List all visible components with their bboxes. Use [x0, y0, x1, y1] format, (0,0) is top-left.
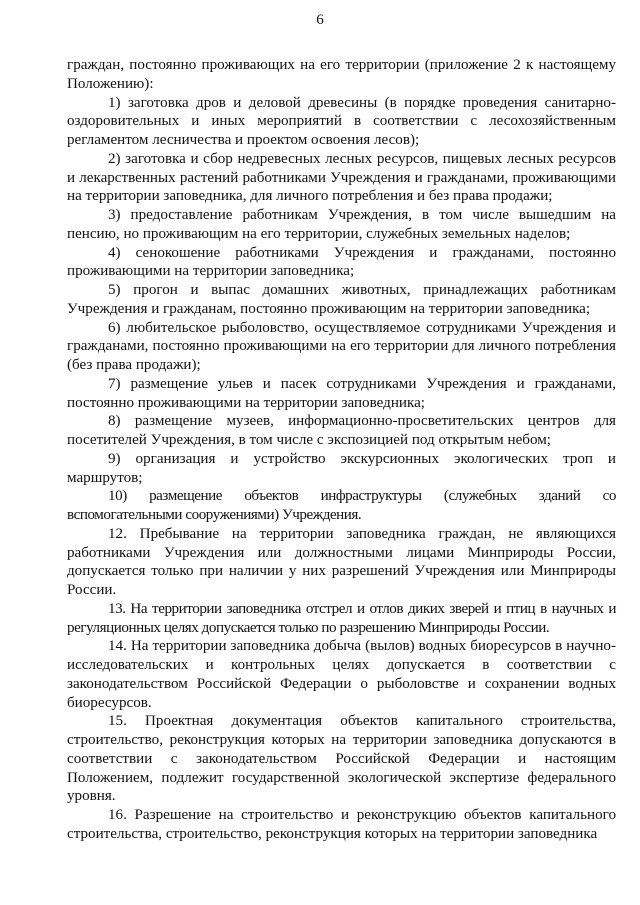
section-12: 12. Пребывание на территории заповедника граждан, не являющихся работниками Учреждения или должностными лицами Минприроды России, допускается только при наличии у них разрешений Учреждения или Минприроды России.	[67, 525, 616, 598]
list-item-5: 5) прогон и выпас домашних животных, принадлежащих работникам Учреждения и гражданам, постоянно проживающим на территории заповедника;	[67, 282, 616, 317]
list-item-6: 6) любительское рыболовство, осуществляемое сотрудниками Учреждения и гражданами, постоянно проживающими на его территории для личного потребления (без права продажи);	[67, 319, 616, 373]
list-item-4: 4) сенокошение работниками Учреждения и гражданами, постоянно проживающими на территории заповедника;	[67, 244, 616, 280]
list-item-1: 1) заготовка дров и деловой древесины (в порядке проведения санитарно-оздоровительных и иных мероприятий в соответствии с лесохозяйственным регламентом лесничества и проектом освоения лесов);	[67, 94, 616, 148]
section-16: 16. Разрешение на строительство и реконструкцию объектов капитального строительства, строительство, реконструкция которых на территории заповедника	[67, 807, 616, 842]
document-body	[67, 56, 616, 844]
page-number: 6	[316, 12, 324, 28]
paragraph: граждан, постоянно проживающих на его территории (приложение 2 к настоящему Положению):	[67, 57, 616, 92]
list-item-3: 3) предоставление работникам Учреждения, в том числе вышедшим на пенсию, но проживающим на его территории, служебных земельных наделов;	[67, 207, 616, 242]
list-item-2: 2) заготовка и сбор недревесных лесных ресурсов, пищевых лесных ресурсов и лекарственных растений работниками Учреждения и гражданами, проживающими на территории заповедника, для личного потребления и без права продажи;	[67, 150, 616, 205]
list-item-9: 9) организация и устройство экскурсионных экологических троп и маршрутов;	[67, 450, 616, 486]
list-item-8: 8) размещение музеев, информационно-просветительских центров для посетителей Учреждения, в том числе с экспозицией под открытым небом;	[67, 413, 616, 448]
list-item-10: 10) размещение объектов инфраструктуры (служебных зданий со вспомогательными сооружениями) Учреждения.	[67, 488, 616, 523]
section-13: 13. На территории заповедника отстрел и отлов диких зверей и птиц в научных и регуляционных целях допускается только по разрешению Минприроды России.	[67, 600, 616, 636]
section-15: 15. Проектная документация объектов капитального строительства, строительство, реконструкция которых на территории заповедника допускаются в соответствии с законодательством Российской Федерации и настоящим Положением, подлежит государственной экологической экспертизе федерального уровня.	[67, 713, 616, 805]
section-14: 14. На территории заповедника добыча (вылов) водных биоресурсов в научно-исследовательских и контрольных целях допускается в соответствии с законодательством Российской Федерации о рыболовстве и сохранении водных биоресурсов.	[67, 638, 616, 711]
list-item-7: 7) размещение ульев и пасек сотрудниками Учреждения и гражданами, постоянно проживающими на территории заповедника;	[67, 375, 616, 411]
